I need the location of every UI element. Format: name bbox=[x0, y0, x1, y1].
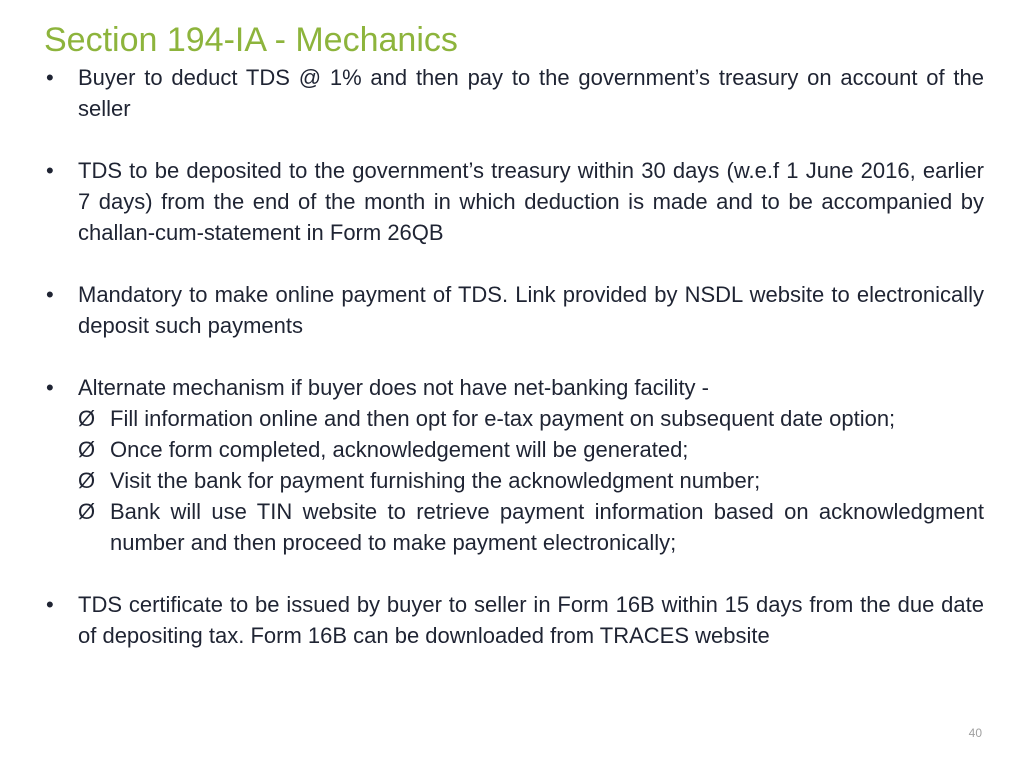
sub-item-bank-tin-website bbox=[78, 496, 984, 558]
bullet-marker: • bbox=[46, 282, 54, 307]
bullet-item-tds-deduction bbox=[44, 62, 984, 124]
slide-title: Section 194-IA - Mechanics bbox=[44, 21, 458, 59]
bullet-item-tds-certificate bbox=[44, 589, 984, 651]
sub-bullet-marker: Ø bbox=[78, 406, 96, 431]
page-number: 40 bbox=[968, 726, 982, 740]
sub-bullet-list bbox=[78, 403, 984, 558]
bullet-text: Mandatory to make online payment of TDS. Link provided by NSDL website to electronically deposit such payments bbox=[78, 282, 984, 338]
sub-bullet-marker: Ø bbox=[78, 499, 96, 524]
bullet-text: TDS to be deposited to the government’s treasury within 30 days (w.e.f 1 June 2016, earlier 7 days) from the end of the month in which deduction is made and to be accompanied by challan-cum-statement in Form 26QB bbox=[78, 158, 984, 245]
sub-bullet-text: Visit the bank for payment furnishing the acknowledgment number; bbox=[110, 468, 761, 493]
bullet-marker: • bbox=[46, 158, 54, 183]
bullet-marker: • bbox=[46, 375, 54, 400]
sub-item-acknowledgement-generated bbox=[78, 434, 984, 465]
bullet-text: Buyer to deduct TDS @ 1% and then pay to the government’s treasury on account of the seller bbox=[78, 65, 984, 121]
bullet-item-online-payment bbox=[44, 279, 984, 341]
sub-bullet-marker: Ø bbox=[78, 468, 96, 493]
bullet-marker: • bbox=[46, 592, 54, 617]
sub-bullet-text: Fill information online and then opt for e-tax payment on subsequent date option; bbox=[110, 406, 896, 431]
bullet-item-alternate-mechanism bbox=[44, 372, 984, 558]
sub-bullet-text: Once form completed, acknowledgement will be generated; bbox=[110, 437, 689, 462]
bullet-marker: • bbox=[46, 65, 54, 90]
bullet-text: TDS certificate to be issued by buyer to seller in Form 16B within 15 days from the due date of depositing tax. Form 16B can be downloaded from TRACES website bbox=[78, 592, 984, 648]
bullet-text: Alternate mechanism if buyer does not have net-banking facility - bbox=[78, 375, 709, 400]
sub-bullet-marker: Ø bbox=[78, 437, 96, 462]
bullet-item-tds-deposit bbox=[44, 155, 984, 248]
sub-item-visit-bank bbox=[78, 465, 984, 496]
bullet-list bbox=[44, 62, 984, 651]
slide-body bbox=[44, 62, 984, 651]
sub-bullet-text: Bank will use TIN website to retrieve payment information based on acknowledgment number and then proceed to make payment electronically; bbox=[110, 499, 984, 555]
sub-item-fill-information bbox=[78, 403, 984, 434]
